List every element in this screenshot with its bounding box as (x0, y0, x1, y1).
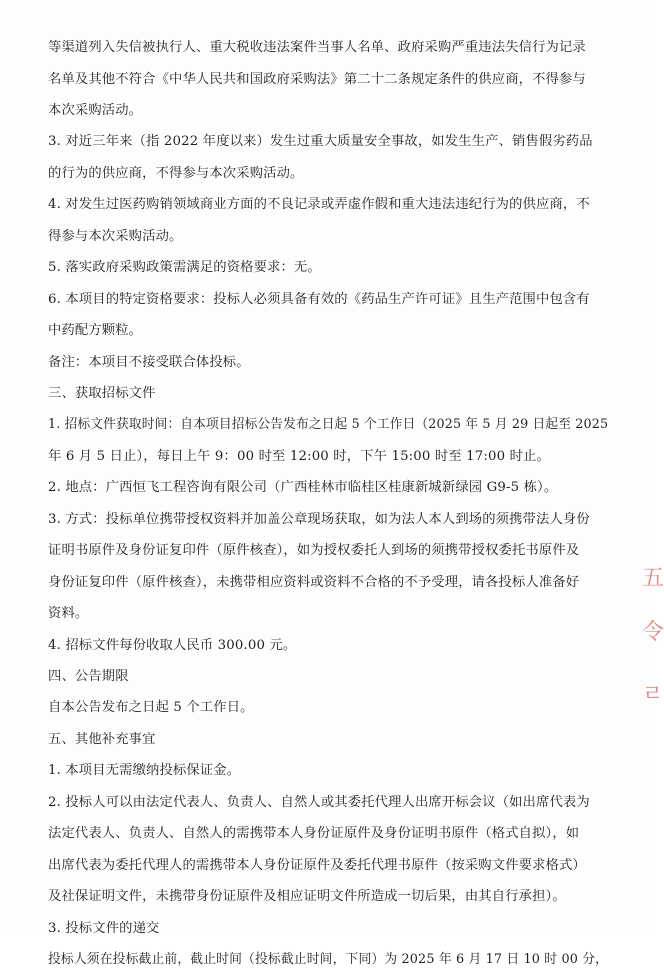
seal-mark: 令 (642, 620, 664, 645)
text-line: 及社保证明文件，未携带身份证原件及相应证明文件所造成一切后果，由其自行承担）。 (48, 889, 566, 905)
text-line: 资料。 (48, 606, 89, 622)
text-line: 1. 本项目无需缴纳投标保证金。 (48, 763, 241, 779)
text-line: 本次采购活动。 (48, 102, 143, 118)
text-line: 五、其他补充事宜 (48, 731, 156, 747)
seal-mark: ㄹ (642, 682, 664, 707)
seal-mark: 五 (642, 566, 664, 591)
text-line: 中药配方颗粒。 (48, 323, 143, 339)
text-line: 2. 地点：广西恒飞工程咨询有限公司（广西桂林市临桂区桂康新城新绿园 G9-5 栋）。 (48, 480, 558, 496)
text-line: 3. 方式：投标单位携带授权资料并加盖公章现场获取，如为法人本人到场的须携带法人身份 (48, 511, 590, 527)
text-line: 法定代表人、负责人、自然人的需携带本人身份证原件及身份证明书原件（格式自拟），如 (48, 826, 580, 842)
text-line: 3. 投标文件的递交 (48, 920, 160, 936)
text-line: 1. 招标文件获取时间：自本项目招标公告发布之日起 5 个工作日（2025 年 5 月 29 日起至 2025 (48, 417, 609, 433)
text-line: 4. 招标文件每份收取人民币 300.00 元。 (48, 637, 297, 653)
text-line: 2. 投标人可以由法定代表人、负责人、自然人或其委托代理人出席开标会议（如出席代表为 (48, 794, 590, 810)
text-line: 出席代表为委托代理人的需携带本人身份证原件及委托代理书原件（按采购文件要求格式） (48, 857, 586, 873)
text-line: 名单及其他不符合《中华人民共和国政府采购法》第二十二条规定条件的供应商，不得参与 (48, 71, 586, 87)
red-seal-stamp (642, 560, 662, 730)
text-line: 得参与本次采购活动。 (48, 228, 183, 244)
text-line: 等渠道列入失信被执行人、重大税收违法案件当事人名单、政府采购严重违法失信行为记录 (48, 40, 586, 55)
text-line: 的行为的供应商，不得参与本次采购活动。 (48, 165, 304, 181)
text-line: 身份证复印件（原件核查），未携带相应资料或资料不合格的不予受理，请各投标人准备好 (48, 574, 580, 590)
text-line: 6. 本项目的特定资格要求：投标人必须具备有效的《药品生产许可证》且生产范围中包含有 (48, 291, 590, 307)
text-line: 三、获取招标文件 (48, 385, 156, 401)
text-line: 自本公告发布之日起 5 个工作日。 (48, 700, 254, 716)
text-line: 4. 对发生过医药购销领域商业方面的不良记录或弄虚作假和重大违法违纪行为的供应商，不 (48, 197, 590, 213)
text-line: 年 6 月 5 日止），每日上午 9：00 时至 12:00 时，下午 15:00 时至 17:00 时止。 (48, 448, 550, 464)
text-line: 投标人须在投标截止前，截止时间（投标截止时间，下同）为 2025 年 6 月 17 日 10 时 00 分， (48, 952, 609, 967)
text-line: 备注：本项目不接受联合体投标。 (48, 354, 250, 370)
text-line: 证明书原件及身份证复印件（原件核查），如为授权委托人到场的须携带授权委托书原件及 (48, 543, 580, 559)
text-line: 3. 对近三年来（指 2022 年度以来）发生过重大质量安全事故，如发生生产、销售假劣药品 (48, 134, 593, 150)
text-line: 5. 落实政府采购政策需满足的资格要求：无。 (48, 260, 321, 276)
text-line: 四、公告期限 (48, 669, 129, 684)
